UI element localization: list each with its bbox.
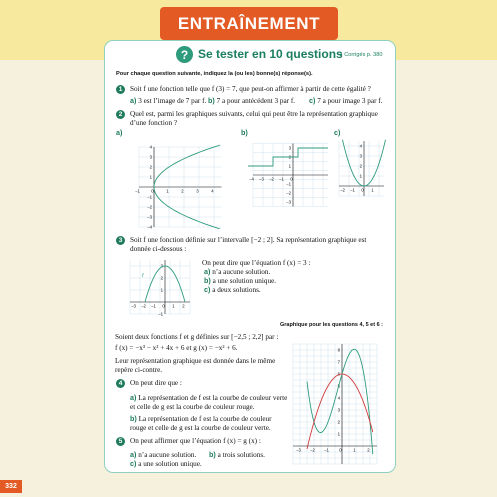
question-badge-icon: ? xyxy=(176,46,193,63)
q2-line1: Quel est, parmi les graphiques suivants, celui qui peut être la représentation graphique xyxy=(130,110,378,118)
y-tick-label: 2 xyxy=(160,275,163,281)
x-tick-label: 0 xyxy=(151,188,154,194)
instructions: Pour chaque question suivante, indiquez la (ou les) bonne(s) réponse(s). xyxy=(116,71,313,77)
y-tick-label: 4 xyxy=(337,395,340,401)
x-tick-label: 0 xyxy=(290,176,293,182)
q3-a-text: n’a aucune solution. xyxy=(212,268,271,276)
y-tick-label: 1 xyxy=(149,174,152,180)
q5-option-a[interactable] xyxy=(130,451,196,459)
corriges-link[interactable]: ➜ Corrigés p. 380 xyxy=(338,52,383,58)
q2-number: 2 xyxy=(116,110,125,119)
shared-line4: repère ci-contre. xyxy=(115,366,163,374)
q1-b-letter: b) xyxy=(208,96,215,105)
x-tick-label: 2 xyxy=(181,188,184,194)
y-tick-label: 3 xyxy=(359,153,362,159)
q2-label-c[interactable]: c) xyxy=(334,128,341,137)
x-tick-label: −3 xyxy=(131,303,136,309)
q1-a-letter: a) xyxy=(130,96,137,105)
y-tick-label: 2 xyxy=(359,163,362,169)
shared-line2: f (x) = −x³ − x² + 4x + 6 et g (x) = −x² + 6. xyxy=(115,344,238,352)
x-tick-label: −3 xyxy=(296,447,301,453)
shared-line3: Leur représentation graphique est donnée dans le même xyxy=(115,357,276,365)
y-tick-label: 7 xyxy=(337,359,340,365)
q5-c-text: a une solution unique. xyxy=(138,460,202,468)
x-tick-label: −1 xyxy=(151,303,156,309)
x-tick-label: 1 xyxy=(353,447,356,453)
y-tick-label: 3 xyxy=(288,145,291,151)
y-tick-label: 1 xyxy=(337,431,340,437)
y-tick-label: −1 xyxy=(158,311,163,316)
q1-c-text: 7 a pour image 3 par f. xyxy=(317,97,383,105)
x-tick-label: −2 xyxy=(141,303,146,309)
y-tick-label: 3 xyxy=(149,154,152,160)
q5-intro: On peut affirmer que l’équation f (x) = g (x) : xyxy=(130,437,261,445)
q5-a-text: n’a aucune solution. xyxy=(138,451,197,459)
x-tick-label: 0 xyxy=(339,447,342,453)
q2-graph-b xyxy=(238,137,331,213)
x-tick-label: 4 xyxy=(211,188,214,194)
y-tick-label: 3 xyxy=(337,407,340,413)
q5-b-text: a trois solutions. xyxy=(217,451,265,459)
q1-b-text: 7 a pour antécédent 3 par f. xyxy=(216,97,296,105)
q2-graph-a xyxy=(120,137,232,229)
q5-option-b[interactable] xyxy=(209,451,265,459)
q4-a-line1: La représentation de f est la courbe de couleur verte xyxy=(138,394,288,402)
y-tick-label: −2 xyxy=(147,204,152,210)
shared-graph xyxy=(289,333,385,467)
q3-c-text: a deux solutions. xyxy=(212,286,261,294)
q4-intro: On peut dire que : xyxy=(130,379,182,387)
x-tick-label: 0 xyxy=(361,187,364,193)
q5-number: 5 xyxy=(116,437,125,446)
q3-line2: donnée ci-dessous : xyxy=(130,245,187,253)
q4-b-line1: La représentation de f est la courbe de couleur xyxy=(138,415,272,423)
q4-option-a[interactable] xyxy=(130,394,287,402)
y-tick-label: 2 xyxy=(337,419,340,425)
x-tick-label: −1 xyxy=(279,176,284,182)
x-tick-label: −4 xyxy=(249,176,254,182)
y-tick-label: 2 xyxy=(149,164,152,170)
x-tick-label: 1 xyxy=(172,303,175,309)
y-tick-label: 5 xyxy=(337,383,340,389)
q4-b-letter: b) xyxy=(130,414,137,423)
x-tick-label: −2 xyxy=(269,176,274,182)
q1-option-b[interactable] xyxy=(208,97,295,105)
y-tick-label: 3 xyxy=(160,263,163,269)
x-tick-label: 2 xyxy=(367,447,370,453)
q3-graph xyxy=(125,254,198,316)
q4-a-letter: a) xyxy=(130,393,137,402)
q3-option-c[interactable] xyxy=(204,286,261,294)
x-tick-label: −1 xyxy=(135,188,140,194)
x-tick-label: −1 xyxy=(350,187,355,193)
q3-option-b[interactable] xyxy=(204,277,276,285)
q3-number: 3 xyxy=(116,236,125,245)
page-title: Se tester en 10 questions xyxy=(198,47,343,61)
q3-option-a[interactable] xyxy=(204,268,270,276)
y-tick-label: 1 xyxy=(288,163,291,169)
y-tick-label: −3 xyxy=(147,214,152,220)
q3-intro: On peut dire que l’équation f (x) = 3 : xyxy=(202,259,311,267)
y-tick-label: 6 xyxy=(337,371,340,377)
x-tick-label: 3 xyxy=(196,188,199,194)
curve-q3-label: f xyxy=(142,272,144,279)
x-tick-label: 1 xyxy=(371,187,374,193)
q1-text: Soit f une fonction telle que f (3) = 7, que peut-on affirmer à partir de cette égalité ? xyxy=(130,85,371,93)
q4-b-line2: rouge et celle de g est la courbe de couleur verte. xyxy=(130,424,271,432)
q2-graph-c xyxy=(331,137,386,201)
q3-a-letter: a) xyxy=(204,267,211,276)
section-banner: ENTRAÎNEMENT xyxy=(160,7,338,40)
q3-c-letter: c) xyxy=(204,285,211,294)
x-tick-label: −3 xyxy=(259,176,264,182)
q5-option-c[interactable] xyxy=(130,460,202,468)
x-tick-label: −2 xyxy=(340,187,345,193)
q2-label-b[interactable]: b) xyxy=(241,128,248,137)
y-tick-label: 1 xyxy=(359,173,362,179)
q4-number: 4 xyxy=(116,379,125,388)
q5-c-letter: c) xyxy=(130,459,137,468)
x-tick-label: 0 xyxy=(162,303,165,309)
y-tick-label: 1 xyxy=(160,287,163,293)
y-tick-label: 8 xyxy=(337,347,340,353)
q4-option-b[interactable] xyxy=(130,415,272,423)
x-tick-label: −2 xyxy=(310,447,315,453)
q1-number: 1 xyxy=(116,85,125,94)
q3-b-text: a une solution unique. xyxy=(212,277,277,285)
x-tick-label: −1 xyxy=(324,447,329,453)
page-number: 332 xyxy=(0,480,22,493)
y-tick-label: −4 xyxy=(147,224,152,229)
q5-a-letter: a) xyxy=(130,450,137,459)
x-tick-label: 1 xyxy=(166,188,169,194)
y-tick-label: −3 xyxy=(286,199,291,205)
q3-b-letter: b) xyxy=(204,276,211,285)
q1-c-letter: c) xyxy=(309,96,316,105)
x-tick-label: 2 xyxy=(182,303,185,309)
shared-graph-title: Graphique pour les questions 4, 5 et 6 : xyxy=(280,322,383,328)
shared-line1: Soient deux fonctions f et g définies sur [−2,5 ; 2,2] par : xyxy=(115,333,279,341)
q2-label-a[interactable]: a) xyxy=(116,128,123,137)
y-tick-label: −1 xyxy=(286,181,291,187)
y-tick-label: 4 xyxy=(149,144,152,150)
q2-line2: d’une fonction ? xyxy=(130,119,178,127)
q4-a-line2: et celle de g est la courbe de couleur rouge. xyxy=(130,403,255,411)
q1-a-text: 3 est l’image de 7 par f. xyxy=(138,97,207,105)
q1-option-c[interactable] xyxy=(309,97,382,105)
y-tick-label: 2 xyxy=(288,154,291,160)
y-tick-label: −1 xyxy=(147,194,152,200)
q1-option-a[interactable] xyxy=(130,97,206,105)
q3-line1: Soit f une fonction définie sur l’intervalle [−2 ; 2]. Sa représentation graphique est xyxy=(130,236,367,244)
y-tick-label: −2 xyxy=(286,190,291,196)
q5-b-letter: b) xyxy=(209,450,216,459)
y-tick-label: 4 xyxy=(359,143,362,149)
